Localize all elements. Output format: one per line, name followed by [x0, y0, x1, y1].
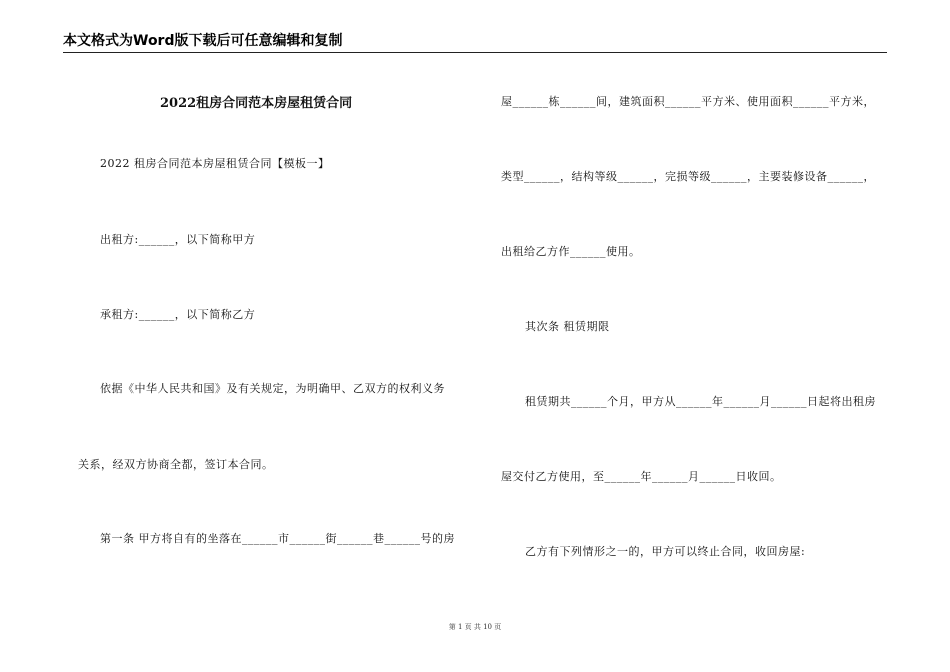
article-1-line-4: 出租给乙方作______使用。 — [501, 245, 641, 258]
intro-paragraph-line-2: 关系，经双方协商全都，签订本合同。 — [78, 458, 274, 471]
lessor-line: 出租方:______，以下简称甲方 — [100, 233, 256, 246]
article-2-line-2: 屋交付乙方使用，至______年______月______日收回。 — [501, 470, 782, 483]
intro-paragraph-line-1: 依据《中华人民共和国》及有关规定，为明确甲、乙双方的权利义务 — [100, 382, 445, 395]
template-subtitle: 2022 租房合同范本房屋租赁合同【模板一】 — [100, 157, 330, 170]
page-number: 第 1 页 共 10 页 — [448, 623, 502, 631]
article-2-line-1: 租赁期共______个月，甲方从______年______月______日起将出租房 — [525, 395, 876, 408]
article-1-line-2: 屋______栋______间，建筑面积______平方米、使用面积______平方米， — [501, 95, 875, 108]
page-header: 本文格式为Word版下载后可任意编辑和复制 — [63, 30, 887, 53]
document-title: 2022租房合同范本房屋租赁合同 — [160, 96, 353, 111]
article-1-line-1: 第一条 甲方将自有的坐落在______市______街______巷______号的房 — [100, 532, 455, 545]
article-2-line-3: 乙方有下列情形之一的，甲方可以终止合同，收回房屋: — [525, 545, 806, 558]
article-1-line-3: 类型______，结构等级______，完损等级______，主要装修设备______， — [501, 170, 875, 183]
article-2-heading: 其次条 租赁期限 — [525, 320, 610, 333]
lessee-line: 承租方:______，以下简称乙方 — [100, 308, 256, 321]
